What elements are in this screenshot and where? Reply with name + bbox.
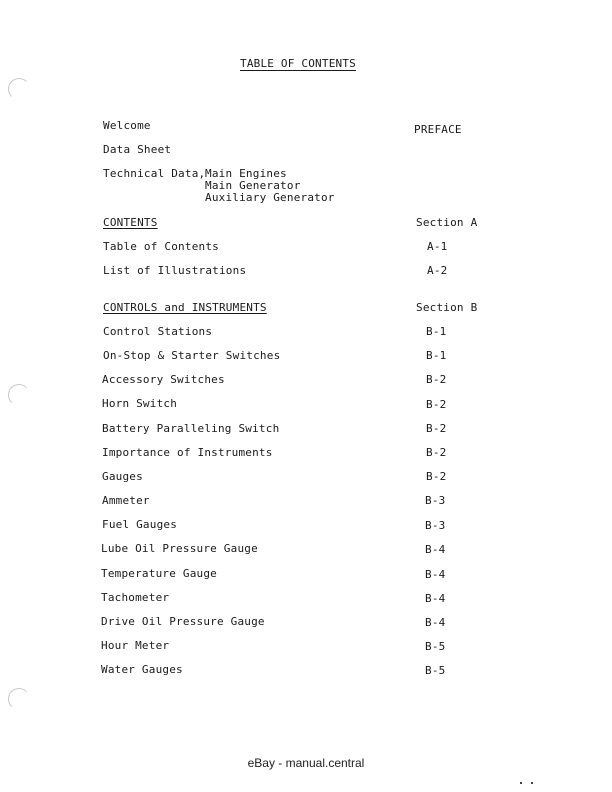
- toc-entry-page: B-4: [425, 616, 446, 629]
- toc-entry-page: B-5: [425, 664, 446, 677]
- toc-entry-page: A-2: [427, 264, 448, 277]
- technical-data-item: Main Engines: [205, 167, 287, 180]
- toc-entry-label: Drive Oil Pressure Gauge: [101, 615, 265, 628]
- toc-entry-label: Tachometer: [101, 591, 170, 604]
- toc-entry-page: B-3: [425, 494, 446, 507]
- toc-entry-label: Battery Paralleling Switch: [102, 422, 280, 435]
- toc-entry-label: Importance of Instruments: [102, 446, 273, 459]
- toc-entry-page: B-4: [425, 568, 446, 581]
- section-heading: CONTENTS: [103, 216, 158, 229]
- toc-entry-label: Welcome: [103, 119, 151, 132]
- punch-hole-mark: [8, 78, 30, 100]
- toc-entry-page: B-3: [425, 519, 446, 532]
- toc-entry-label: Data Sheet: [103, 143, 172, 156]
- toc-entry-label: Gauges: [102, 470, 143, 483]
- scan-speck: [531, 782, 533, 784]
- toc-entry-label: Fuel Gauges: [102, 518, 178, 531]
- toc-entry-page: B-4: [425, 543, 446, 556]
- footer-watermark: eBay - manual.central: [247, 756, 365, 770]
- toc-entry-label: Ammeter: [102, 494, 150, 507]
- toc-entry-page: B-2: [426, 398, 447, 411]
- toc-entry-page: A-1: [427, 240, 448, 253]
- toc-entry-label: Accessory Switches: [102, 373, 225, 386]
- toc-entry-label: Water Gauges: [101, 663, 183, 676]
- toc-entry-page: B-1: [426, 349, 447, 362]
- toc-entry-label: List of Illustrations: [103, 264, 247, 277]
- toc-entry-label: Table of Contents: [103, 240, 219, 253]
- toc-entry-page: B-2: [426, 373, 447, 386]
- toc-entry-label: Temperature Gauge: [101, 567, 217, 580]
- toc-entry-label: On-Stop & Starter Switches: [103, 349, 281, 362]
- toc-entry-page: B-2: [426, 470, 447, 483]
- technical-data-item: Auxiliary Generator: [205, 191, 335, 204]
- toc-entry-page: B-2: [426, 422, 447, 435]
- toc-section-label: PREFACE: [414, 123, 462, 136]
- page-title: TABLE OF CONTENTS: [240, 57, 356, 70]
- toc-entry-label: Horn Switch: [102, 397, 178, 410]
- punch-hole-mark: [8, 384, 30, 406]
- toc-entry-label: Lube Oil Pressure Gauge: [101, 542, 258, 555]
- section-label: Section A: [416, 216, 478, 229]
- scan-speck: [520, 782, 522, 784]
- technical-data-item: Main Generator: [205, 179, 301, 192]
- section-label: Section B: [416, 301, 478, 314]
- punch-hole-mark: [8, 688, 30, 710]
- toc-entry-label: Hour Meter: [101, 639, 170, 652]
- technical-data-label: Technical Data,: [103, 167, 206, 180]
- section-heading: CONTROLS and INSTRUMENTS: [103, 301, 267, 314]
- toc-entry-page: B-4: [425, 592, 446, 605]
- toc-entry-page: B-2: [426, 446, 447, 459]
- toc-entry-page: B-5: [425, 640, 446, 653]
- toc-entry-page: B-1: [426, 325, 447, 338]
- toc-entry-label: Control Stations: [103, 325, 213, 338]
